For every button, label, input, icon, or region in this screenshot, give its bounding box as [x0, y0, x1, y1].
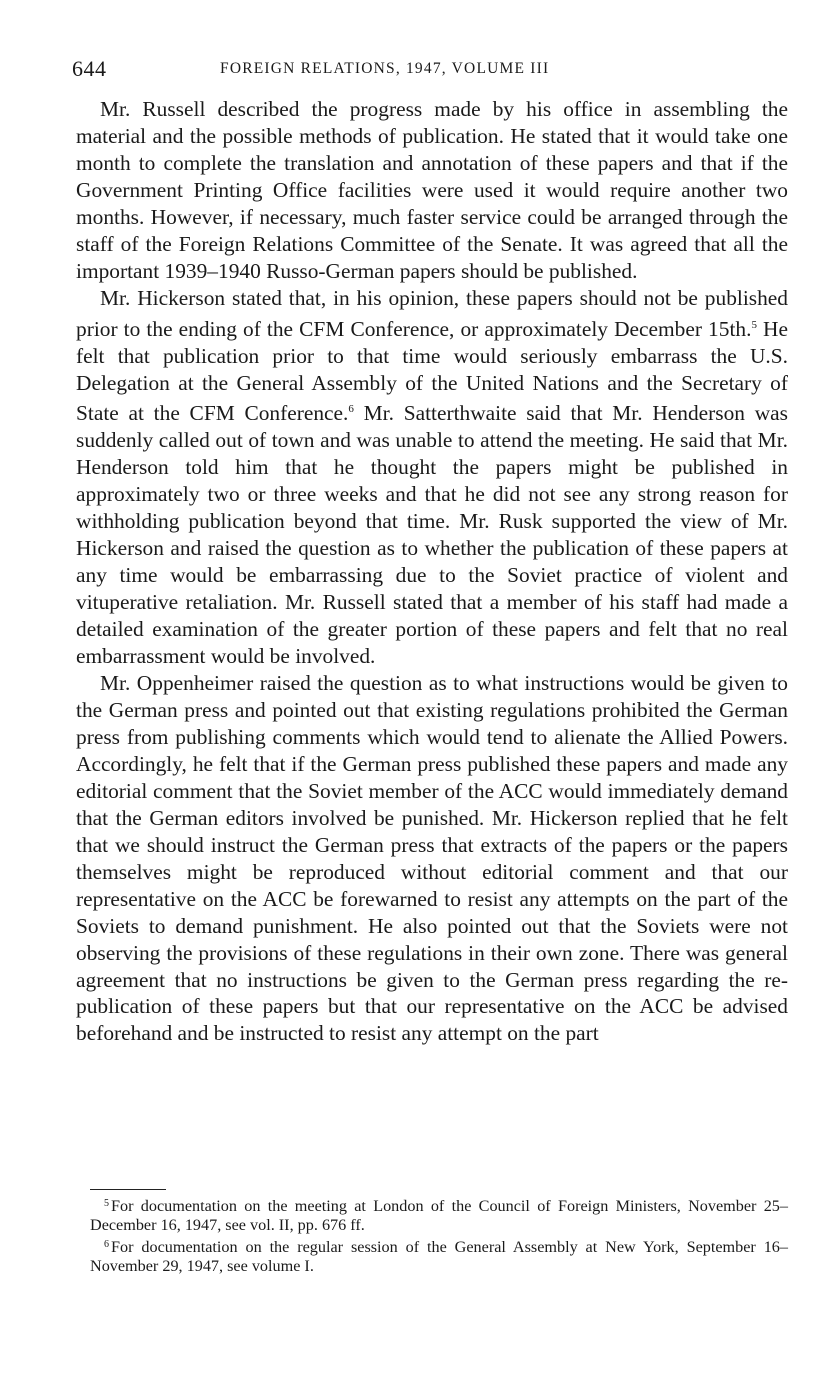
footnote-ref-5: 5	[751, 318, 757, 331]
paragraph-text: Mr. Hickerson stated that, in his opinion, these papers should not be published prior to the ending of the CFM Conference, or approximately December 15th.	[76, 285, 788, 341]
paragraph-text: Mr. Oppenheimer raised the question as to what instructions would be given to the German press and pointed out that existing regulations prohibited the German press from publishing comments which would tend to alienate the Allied Powers. Accordingly, he felt that if the German press published these papers and made any editorial comment that the Soviet member of the ACC would immediately demand that the German editors involved be punished. Mr. Hickerson replied that he felt that we should instruct the German press that extracts of the papers or the papers themselves might be reproduced without editorial comment and that our representative on the ACC be forewarned to resist any attempts on the part of the Soviets to demand punishment. He also pointed out that the Soviets were not observing the provisions of these regulations in their own zone. There was general agreement that no instructions be given to the German press regarding the re-publication of these papers but that our representative on the ACC be advised beforehand and be instructed to resist any attempt on the part	[76, 671, 788, 1046]
paragraph-russell-progress	[76, 96, 788, 285]
footnote-mark: 6	[104, 1239, 109, 1250]
paragraph-text: Mr. Russell described the progress made by his office in assembling the material and the possible methods of publication. He stated that it would take one month to complete the translation and annotation of these papers and that if the Government Printing Office facilities were used it would require another two months. However, if necessary, much faster service could be arranged through the staff of the Foreign Relations Committee of the Senate. It was agreed that all the important 1939–1940 Russo-German papers should be published.	[76, 97, 788, 283]
footnote-mark: 5	[104, 1198, 109, 1209]
page-header	[72, 56, 788, 86]
footnotes	[90, 1194, 788, 1276]
footnote-ref-6: 6	[348, 403, 354, 416]
footnote-5	[90, 1194, 788, 1235]
footnote-text: For documentation on the meeting at London of the Council of Foreign Ministers, November 25–December 16, 1947, see vol. II, pp. 676 ff.	[90, 1197, 788, 1234]
paragraph-text: Mr. Satterthwaite said that Mr. Henderson was suddenly called out of town and was unable to attend the meeting. He said that Mr. Henderson told him that he thought the papers might be published in approximately two or three weeks and that he did not see any strong reason for withholding publication beyond that time. Mr. Rusk supported the view of Mr. Hickerson and raised the question as to whether the publication of these papers at any time would be embarrassing due to the Soviet practice of violent and vituperative retaliation. Mr. Russell stated that a member of his staff had made a detailed examination of the greater portion of these papers and felt that no real embarrassment would be involved.	[76, 401, 789, 669]
footnote-text: For documentation on the regular session of the General Assembly at New York, September 16–November 29, 1947, see volume I.	[90, 1238, 788, 1275]
footnote-divider	[90, 1189, 166, 1190]
running-head: FOREIGN RELATIONS, 1947, VOLUME III	[220, 60, 550, 77]
footnote-6	[90, 1235, 788, 1276]
paragraph-text: He felt that publication prior to that time would seriously embarrass the U.S. Delegation at the General Assembly of the United Nations and the Secretary of State at the CFM Conference.	[76, 316, 788, 426]
paragraph-oppenheimer-press	[76, 670, 788, 1047]
body-text	[76, 96, 788, 1047]
page-number: 644	[72, 56, 107, 81]
paragraph-hickerson-opinion	[76, 285, 788, 670]
